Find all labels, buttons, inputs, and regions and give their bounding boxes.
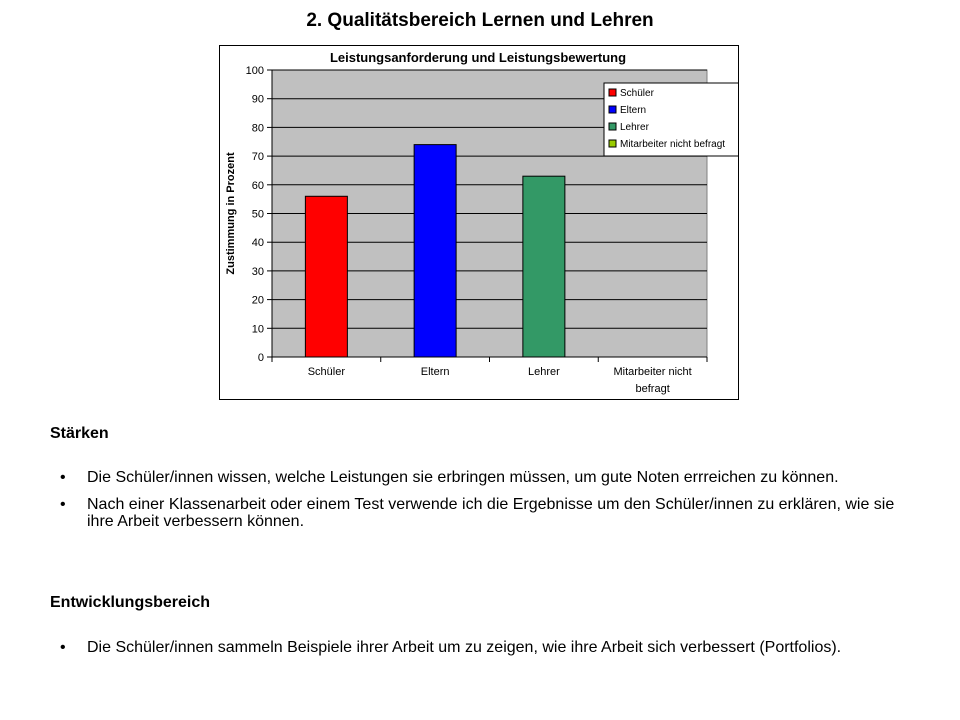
chart-container — [219, 45, 739, 400]
x-tick-label: Schüler — [307, 366, 346, 378]
bar-lehrer — [523, 176, 565, 357]
legend-swatch — [609, 89, 616, 96]
y-axis-label: Zustimmung in Prozent — [225, 152, 237, 275]
legend-swatch — [609, 123, 616, 130]
bullet-icon: • — [60, 639, 66, 656]
legend-label: Schüler — [620, 88, 654, 99]
y-tick-label: 0 — [257, 352, 264, 364]
x-tick-label: Mitarbeiter nicht — [613, 366, 692, 378]
legend-label: Lehrer — [620, 122, 649, 133]
x-tick-label: Lehrer — [527, 366, 560, 378]
y-tick-label: 90 — [251, 93, 264, 106]
y-tick-label: 60 — [251, 179, 264, 192]
bar-eltern — [414, 145, 456, 357]
y-tick-label: 20 — [251, 294, 264, 307]
development-heading: Entwicklungsbereich — [50, 594, 211, 611]
strengths-heading: Stärken — [50, 425, 109, 442]
legend-label: Mitarbeiter nicht befragt — [620, 139, 726, 150]
list-item-text: Die Schüler/innen sammeln Beispiele ihrer Arbeit um zu zeigen, wie ihre Arbeit sich verbessert (Portfolios). — [87, 639, 842, 656]
legend-swatch — [609, 140, 616, 147]
y-tick-label: 30 — [251, 265, 264, 278]
y-tick-label: 50 — [251, 208, 264, 221]
y-tick-label: 70 — [251, 151, 264, 164]
y-tick-label: 80 — [251, 122, 264, 135]
list-item-text: Nach einer Klassenarbeit oder einem Test verwende ich die Ergebnisse um den Schüler/innen zu erklären, wie sie ihre Arbeit verbessern können. — [87, 496, 895, 530]
list-item — [50, 496, 910, 530]
x-tick-label: Eltern — [420, 366, 450, 378]
bar-sch-ler — [305, 196, 347, 357]
y-tick-label: 10 — [251, 323, 264, 336]
page-title: 2. Qualitätsbereich Lernen und Lehren — [306, 10, 654, 31]
list-item-text: Die Schüler/innen wissen, welche Leistungen sie erbringen müssen, um gute Noten errreichen zu können. — [87, 469, 839, 486]
chart-title: Leistungsanforderung und Leistungsbewertung — [329, 50, 627, 65]
legend-label: Eltern — [620, 105, 647, 116]
bullet-icon: • — [60, 496, 66, 513]
list-item — [50, 639, 910, 656]
legend-swatch — [609, 106, 616, 113]
strengths-list — [50, 469, 910, 540]
y-tick-label: 40 — [251, 237, 264, 250]
development-list — [50, 639, 910, 666]
y-tick-label: 100 — [245, 65, 264, 77]
bullet-icon: • — [60, 469, 66, 486]
bar-chart — [220, 46, 738, 399]
list-item — [50, 469, 910, 486]
x-tick-label: befragt — [635, 383, 670, 395]
